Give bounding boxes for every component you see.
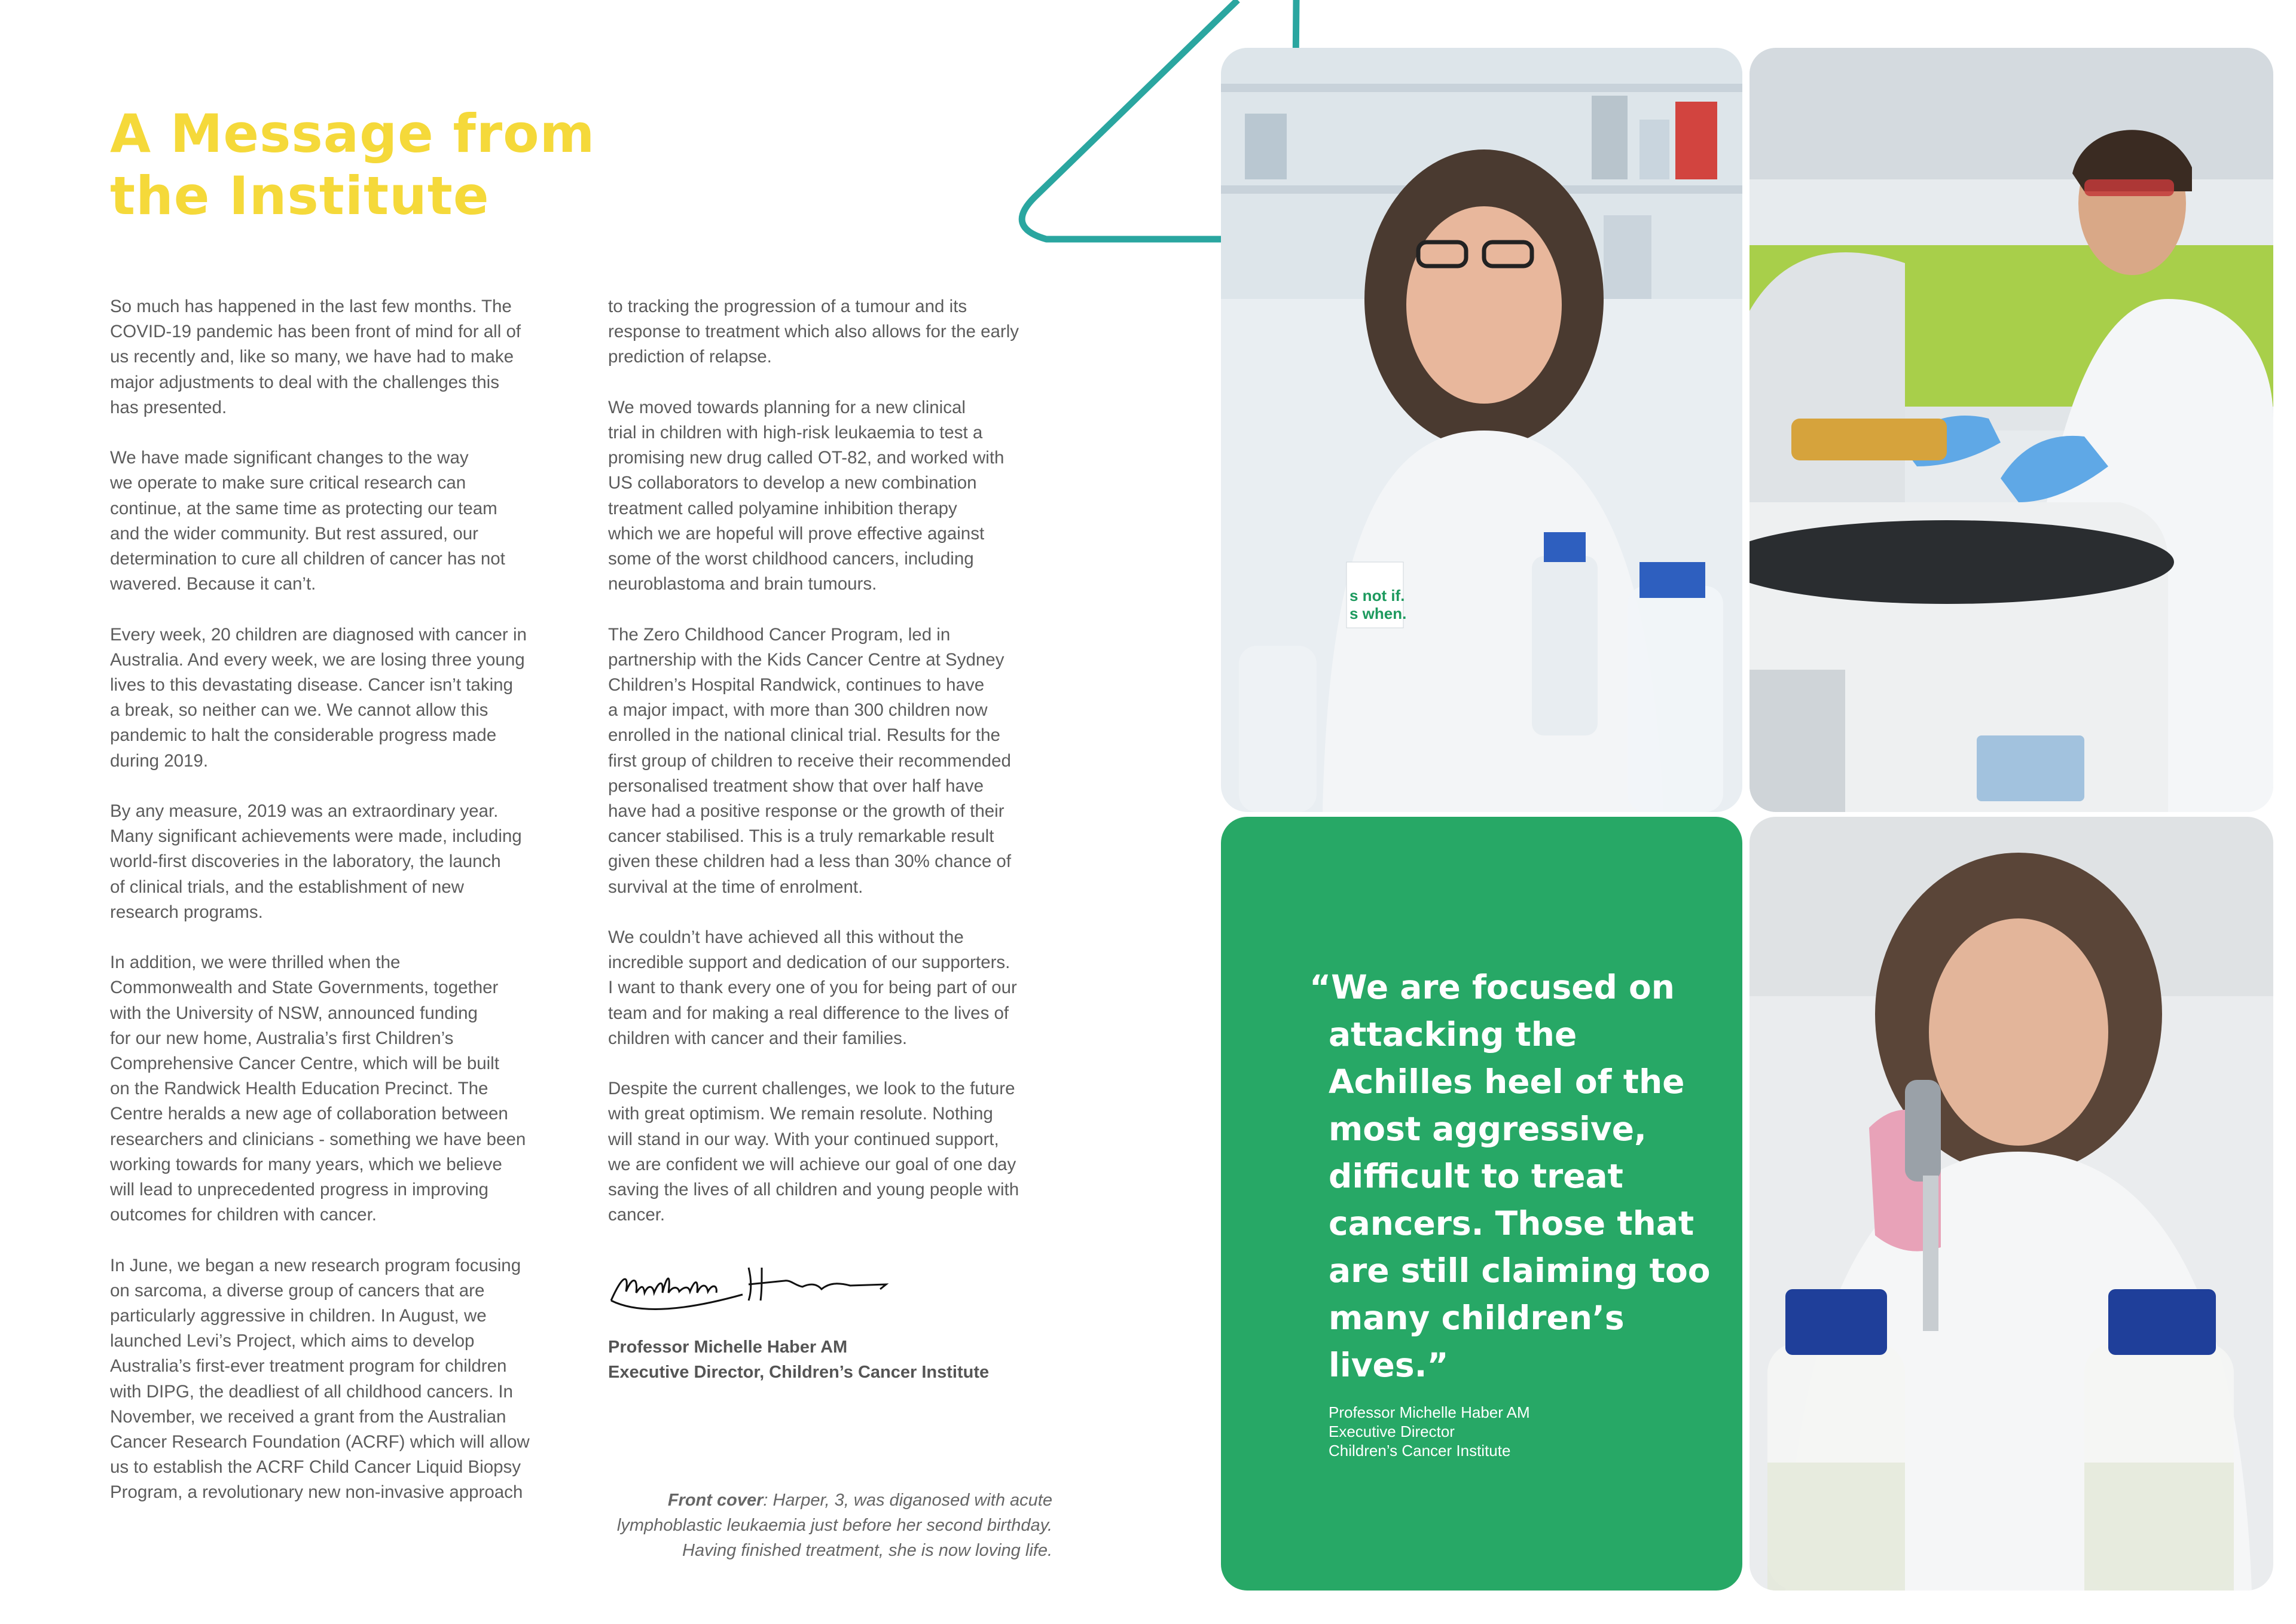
signatory-block: [608, 1335, 989, 1385]
quote-attr-org: Children’s Cancer Institute: [1329, 1442, 1511, 1460]
caption-line-3: Having finished treatment, she is now loving life.: [682, 1541, 1052, 1560]
paragraph: Despite the current challenges, we look to the future with great optimism. We remain resolute. Nothing will stand in our way. With your continued support, we are confident we will achieve our goal of one day saving the lives of all children and young people with cancer.: [608, 1079, 1019, 1225]
caption-lead: Front cover: [667, 1491, 764, 1510]
shirt-text-1: s not if.: [1349, 587, 1405, 605]
shirt-text-2: s when.: [1349, 605, 1407, 622]
middle-text-column: [608, 294, 1062, 1253]
paragraph: We moved towards planning for a new clinical trial in children with high-risk leukaemia to test a promising new drug called OT-82, and worked with US collaborators to develop a new combination treatment called polyamine inhibition therapy which we are hopeful will prove effective against some of the worst childhood cancers, including neuroblastoma and brain tumours.: [608, 397, 1004, 594]
quote-attr-role: Executive Director: [1329, 1422, 1455, 1440]
paragraph: We couldn’t have achieved all this without the incredible support and dedication of our supporters. I want to thank every one of you for being part of our team and for making a real difference to the lives of children with cancer and their families.: [608, 927, 1017, 1048]
title-line-1: A Message from: [110, 103, 596, 164]
photo-researcher-portrait: [1221, 48, 1742, 812]
photo-researcher-centrifuge: [1750, 48, 2273, 812]
paragraph: By any measure, 2019 was an extraordinary year. Many significant achievements were made, including world-first discoveries in the laboratory, the launch of clinical trials, and the establishment of new research programs.: [110, 801, 522, 922]
paragraph: So much has happened in the last few months. The COVID-19 pandemic has been front of mind for all of us recently and, like so many, we have had to make major adjustments to deal with the challenges this has presented.: [110, 297, 521, 417]
caption-line-2: lymphoblastic leukaemia just before her second birthday.: [616, 1516, 1052, 1535]
quote-attr-name: Professor Michelle Haber AM: [1329, 1403, 1530, 1421]
paragraph: The Zero Childhood Cancer Program, led in partnership with the Kids Cancer Centre at Sydney Children’s Hospital Randwick, continues to have a major impact, with more than 300 children now enrolled in the national clinical trial. Results for the first group of children to receive their recommended personalised treatment show that over half have have had a positive response or the growth of their cancer stabilised. This is a truly remarkable result given these children had a less than 30% chance of survival at the time of enrolment.: [608, 624, 1012, 897]
signatory-name: Professor Michelle Haber AM: [608, 1338, 848, 1357]
quote-attribution: [1329, 1403, 1530, 1460]
photo-researcher-pipette: [1750, 817, 2273, 1591]
signature-image: [605, 1250, 904, 1321]
quote-panel: [1221, 817, 1742, 1591]
paragraph: In June, we began a new research program focusing on sarcoma, a diverse group of cancers that are particularly aggressive in children. In August, we launched Levi’s Project, which aims to develop Australia’s first-ever treatment program for children with DIPG, the deadliest of all childhood cancers. In November, we received a grant from the Australian Cancer Research Foundation (ACRF) which will allow us to establish the ACRF Child Cancer Liquid Biopsy Program, a revolutionary new non-invasive approach: [110, 1255, 530, 1503]
signatory-role: Executive Director, Children’s Cancer Institute: [608, 1363, 990, 1382]
paragraph: to tracking the progression of a tumour and its response to treatment which also allows for the early prediction of relapse.: [608, 297, 1019, 367]
front-cover-caption: [574, 1488, 1052, 1563]
left-text-column: [110, 294, 564, 1531]
pull-quote: “We are focused on attacking the Achilles heel of the most aggressive, difficult to treat cancers. Those that are still claiming too many children’s lives.”: [1309, 968, 1711, 1384]
page-title: [110, 103, 648, 227]
paragraph: Every week, 20 children are diagnosed with cancer in Australia. And every week, we are losing three young lives to this devastating disease. Cancer isn’t taking a break, so neither can we. We cannot allow this pandemic to halt the considerable progress made during 2019.: [110, 624, 527, 771]
paragraph: We have made significant changes to the way we operate to make sure critical research can continue, at the same time as protecting our team and the wider community. But rest assured, our determination to cure all children of cancer has not wavered. Because it can’t.: [110, 448, 505, 594]
caption-line-1: : Harper, 3, was diganosed with acute: [763, 1491, 1052, 1510]
paragraph: In addition, we were thrilled when the Commonwealth and State Governments, together with the University of NSW, announced funding for our new home, Australia’s first Children’s Comprehensive Cancer Centre, which will be built on the Randwick Health Education Precinct. The Centre heralds a new age of collaboration between researchers and clinicians - something we have been working towards for many years, which we believe will lead to unprecedented progress in improving outcomes for children with cancer.: [110, 953, 526, 1225]
title-line-2: the Institute: [110, 165, 490, 227]
